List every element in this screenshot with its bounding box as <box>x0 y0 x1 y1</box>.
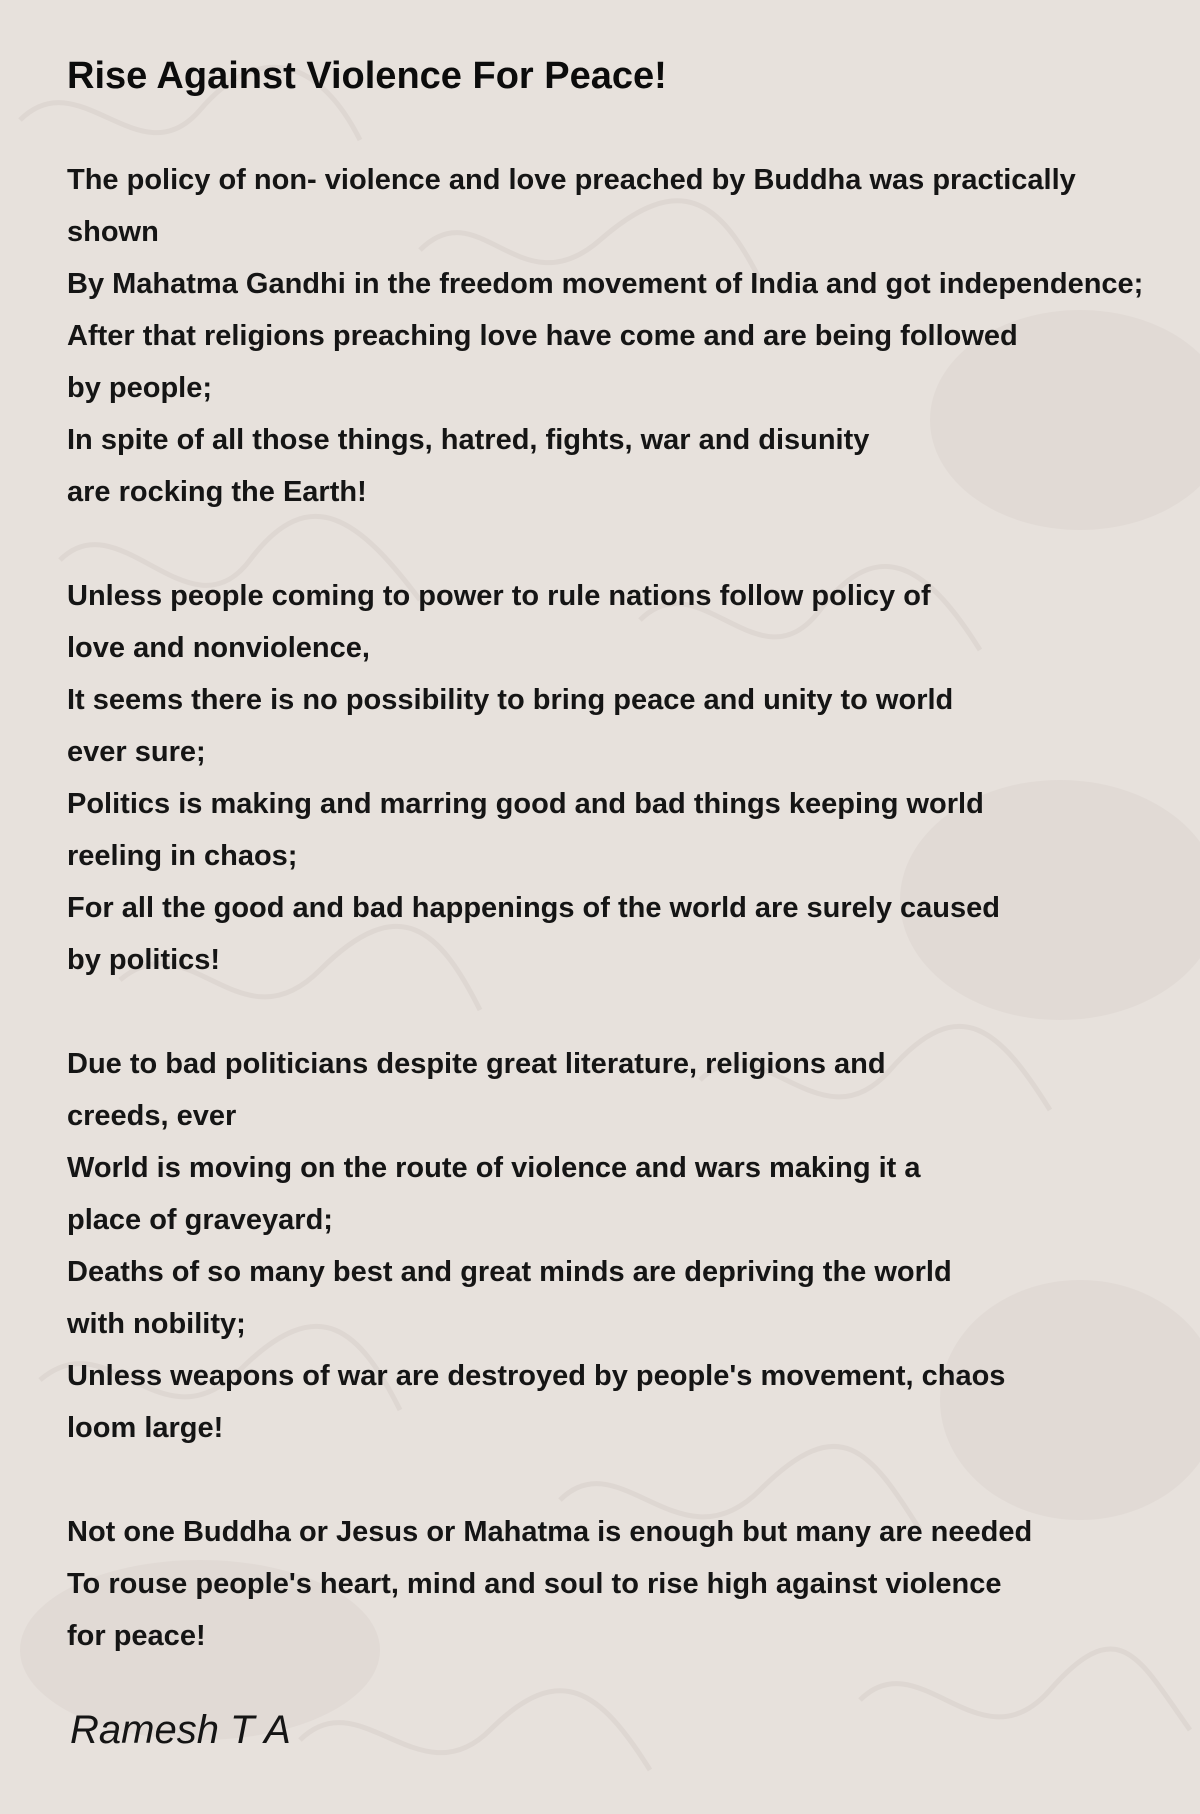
poem-line: creeds, ever <box>67 1100 237 1132</box>
poem-line: In spite of all those things, hatred, fights, war and disunity <box>67 424 870 456</box>
poem-body <box>67 154 1200 1662</box>
poem-line: Not one Buddha or Jesus or Mahatma is enough but many are needed <box>67 1516 1033 1548</box>
poem-author: Ramesh T A <box>70 1708 291 1752</box>
poem-line: Unless people coming to power to rule nations follow policy of <box>67 580 931 612</box>
stanza <box>67 570 1200 986</box>
poem-line: by people; <box>67 372 213 404</box>
poem-line: are rocking the Earth! <box>67 476 367 508</box>
poem-line: To rouse people's heart, mind and soul to rise high against violence <box>67 1568 1002 1600</box>
poem-line: By Mahatma Gandhi in the freedom movement of India and got independence; <box>67 268 1144 300</box>
poem-line: love and nonviolence, <box>67 632 370 664</box>
stanza <box>67 1506 1200 1662</box>
poem-line: by politics! <box>67 944 221 976</box>
poem-line: World is moving on the route of violence and wars making it a <box>67 1152 921 1184</box>
poem-line: Deaths of so many best and great minds are depriving the world <box>67 1256 952 1288</box>
poem-line: After that religions preaching love have come and are being followed <box>67 320 1018 352</box>
poem-title: Rise Against Violence For Peace! <box>67 55 667 97</box>
poem-line: ever sure; <box>67 736 206 768</box>
poem-line: It seems there is no possibility to bring peace and unity to world <box>67 684 954 716</box>
poem-line: shown <box>67 216 159 248</box>
poem-line: reeling in chaos; <box>67 840 298 872</box>
poem-line: The policy of non- violence and love preached by Buddha was practically <box>67 164 1076 196</box>
poem-line: loom large! <box>67 1412 224 1444</box>
poem-line: Unless weapons of war are destroyed by people's movement, chaos <box>67 1360 1006 1392</box>
poem-line: with nobility; <box>67 1308 246 1340</box>
poem-content <box>67 44 1200 1662</box>
poem-line: Politics is making and marring good and bad things keeping world <box>67 788 984 820</box>
poem-line: For all the good and bad happenings of the world are surely caused <box>67 892 1000 924</box>
poem-line: for peace! <box>67 1620 206 1652</box>
poem-line: place of graveyard; <box>67 1204 333 1236</box>
stanza <box>67 154 1200 518</box>
stanza <box>67 1038 1200 1454</box>
poem-line: Due to bad politicians despite great literature, religions and <box>67 1048 886 1080</box>
